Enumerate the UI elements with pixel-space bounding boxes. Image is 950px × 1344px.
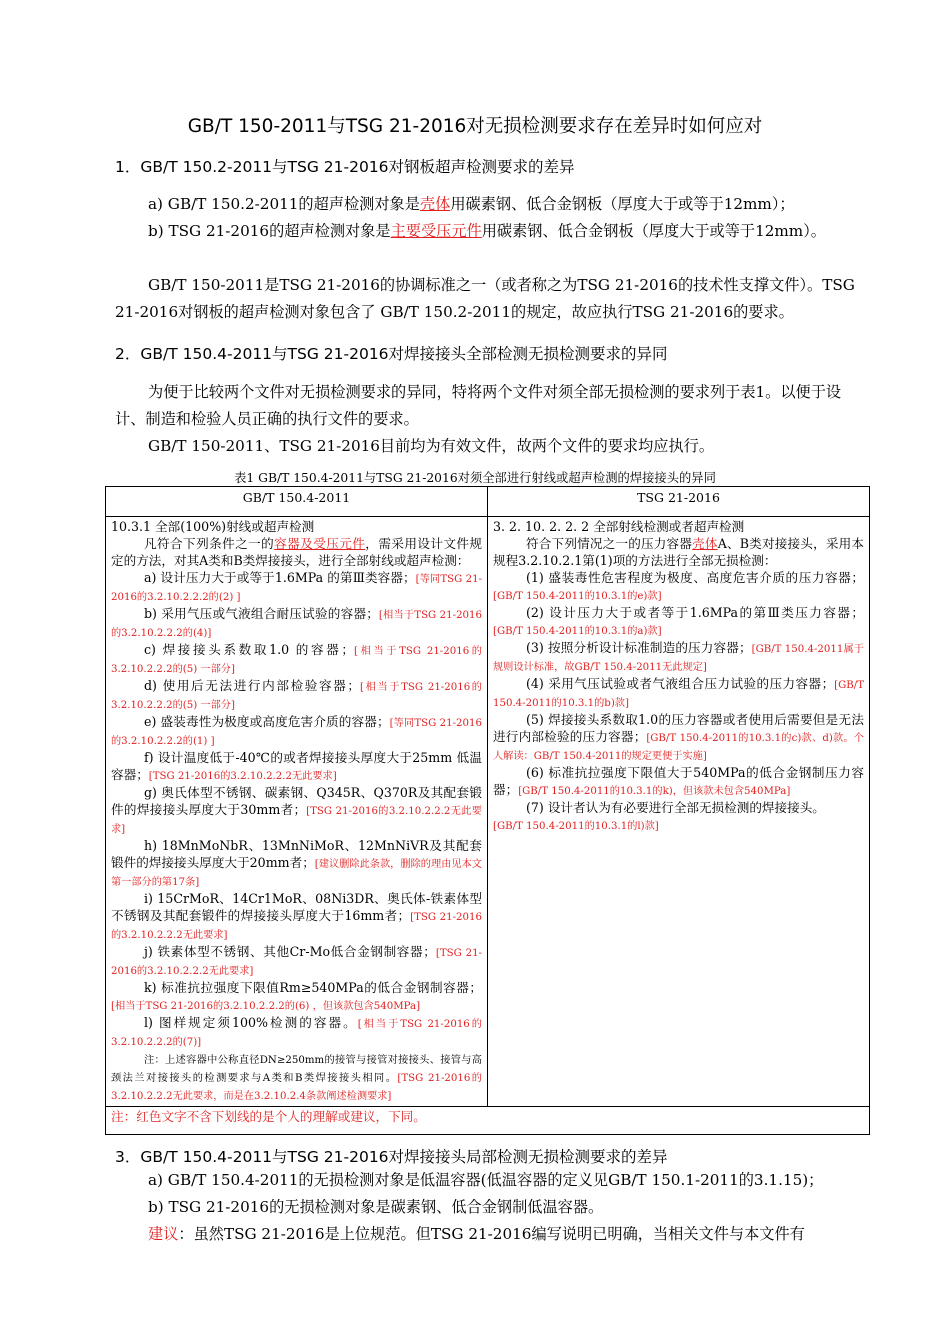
list-item [111,605,482,641]
item-remark: [GB/T 150.4-2011的10.3.1的a)款] [493,626,662,637]
note-remark: [TSG 21-2016的3.2.10.2.2.2无此要求，而是在3.2.10.2.4条款阐述检测要求] [111,1073,482,1102]
item-remark: [相当于TSG 21-2016的3.2.10.2.2.2的(4)] [111,610,482,639]
section-1-item-b [115,218,865,245]
list-item [111,943,482,979]
tsg-intro-text-end: A、B类对接接头，采用本规程3.2.10.2.1第(1)项的方法进行全部无损检测： [493,536,865,568]
tsg-clause-heading: 3. 2. 10. 2. 2. 2 全部射线检测或者超声检测 [493,519,745,534]
item-remark: [TSG 21-2016的3.2.10.2.2.2无此要求] [111,806,482,835]
item-text: j) 铁素体型不锈钢、其他Cr-Mo低合金钢制容器； [144,944,436,959]
gbt-intro [111,535,482,569]
item-text: l) 图样规定须100%检测的容器。 [144,1015,358,1030]
item-b-text: b) TSG 21-2016的超声检测对象是 [148,222,391,240]
item-remark: [TSG 21-2016的3.2.10.2.2.2无此要求] [148,771,337,782]
table-caption: 表1 GB/T 150.4-2011与TSG 21-2016对须全部进行射线或超声检测的焊接接头的异同 [234,471,716,485]
item-text: (6) 标准抗拉强度下限值大于540MPa的低合金钢制压力容器； [493,765,864,797]
comparison-table [105,486,870,1135]
table-note: 注：红色文字不含下划线的是个人的理解或建议，下同。 [106,1107,870,1135]
item-text: b) 采用气压或气液组合耐压试验的容器； [144,606,379,621]
list-item [111,979,482,1014]
table-header-row [106,487,870,517]
note-text: 注：上述容器中公称直径DN≥250mm的接管与接管对接接头、接管与高颈法兰对接接头的检测要求与A类和B类焊接接头相同。 [111,1055,482,1084]
gbt-note [111,1050,482,1104]
item-remark: [等同TSG 21-2016的3.2.10.2.2.2的(1) ] [111,718,482,747]
item-b-text-end: 用碳素钢、低合金钢板（厚度大于或等于12mm）。 [481,222,826,240]
list-item [111,749,482,784]
item-remark: [TSG 21-2016的3.2.10.2.2.2无此要求] [111,948,483,977]
gbt-intro-underline: 容器及受压元件 [274,536,366,551]
list-item [111,1014,482,1050]
item-a-underline: 壳体 [419,195,451,213]
item-remark: [等同TSG 21-2016的3.2.10.2.2.2的(2) ] [111,574,482,603]
list-item [493,639,864,675]
list-item [493,569,864,604]
item-remark: [GB/T 150.4-2011属于规则设计标准，故GB/T 150.4-2011无此规定] [493,644,864,673]
item-text: h) 18MnMoNbR、13MnNiMoR、12MnNiVR及其配套锻件的焊接接头厚度大于20mm者； [111,838,482,870]
gbt-clause-heading: 10.3.1 全部(100%)射线或超声检测 [111,519,315,534]
item-text: (5) 焊接接头系数取1.0的压力容器或者使用后需要但是无法进行内部检验的压力容器； [493,712,864,744]
item-remark: [相当于TSG 21-2016的3.2.10.2.2.2的(5) 一部分] [111,682,482,711]
document-title: GB/T 150-2011与TSG 21-2016对无损检测要求存在差异时如何应对 [187,116,763,137]
item-text: (2) 设计压力大于或者等于1.6MPa的第Ⅲ类压力容器； [526,605,864,620]
tsg-intro [493,535,864,569]
section-3-item-a: a) GB/T 150.4-2011的无损检测对象是低温容器(低温容器的定义见GB/T 150.1-2011的3.1.15)； [148,1171,824,1189]
list-item [111,641,482,677]
section-2-heading: 2．GB/T 150.4-2011与TSG 21-2016对焊接接头全部检测无损检测要求的异同 [115,345,668,363]
item-b-underline: 主要受压元件 [390,222,482,240]
list-item [493,675,864,711]
gbt-requirements-cell [106,517,488,1107]
section-3-item-b: b) TSG 21-2016的无损检测对象是碳素钢、低合金钢制低温容器。 [148,1198,604,1216]
list-item [111,677,482,713]
list-item [111,784,482,837]
suggestion-label: 建议 [148,1225,179,1243]
item-text: e) 盛装毒性为极度或高度危害介质的容器； [144,714,390,729]
item-remark: [相当于TSG 21-2016的3.2.10.2.2.2的(5) 一部分] [111,646,482,675]
item-text: (4) 采用气压试验或者气液组合压力试验的压力容器； [526,676,835,691]
table-body-row [106,517,870,1107]
item-a-text: a) GB/T 150.2-2011的超声检测对象是 [148,195,420,213]
item-text: (7) 设计者认为有必要进行全部无损检测的焊接接头。 [526,800,825,815]
list-item [493,711,864,764]
column-header-tsg: TSG 21-2016 [488,487,870,517]
item-remark: [GB/T 150.4-2011的10.3.1的b)款] [493,680,864,709]
list-item [111,837,482,890]
item-text: g) 奥氏体型不锈钢、碳素钢、Q345R、Q370R及其配套锻件的焊接接头厚度大于30mm者； [111,785,482,817]
suggestion-text: ：虽然TSG 21-2016是上位规范。但TSG 21-2016编写说明已明确，当相关文件与本文件有 [178,1225,805,1243]
section-1-paragraph: GB/T 150-2011是TSG 21-2016的协调标准之一（或者称之为TSG 21-2016的技术性支撑文件）。TSG 21-2016对钢板的超声检测对象包含了 GB/T 150.2-2011的规定，故应执行TSG 21-2016的要求。 [115,276,855,321]
list-item [493,799,864,834]
section-2-paragraph-2: GB/T 150-2011、TSG 21-2016目前均为有效文件，故两个文件的要求均应执行。 [148,437,715,455]
item-remark: [GB/T 150.4-2011的10.3.1的e)款] [493,591,662,602]
list-item [111,890,482,943]
item-text: a) 设计压力大于或等于1.6MPa 的第Ⅲ类容器； [144,570,416,585]
item-text: c) 焊接接头系数取1.0 的容器； [144,642,355,657]
item-text: f) 设计温度低于-40℃的或者焊接接头厚度大于25mm 低温容器； [111,750,482,782]
tsg-intro-text: 符合下列情况之一的压力容器 [526,536,693,551]
item-remark: [相当于TSG 21-2016的3.2.10.2.2.2的(7)] [111,1019,482,1048]
item-text: i) 15CrMoR、14Cr1MoR、08Ni3DR、奥氏体-铁素体型不锈钢及其配套锻件的焊接接头厚度大于16mm者； [111,891,482,923]
item-text: d) 使用后无法进行内部检验容器； [144,678,361,693]
item-text: (1) 盛装毒性危害程度为极度、高度危害介质的压力容器； [526,570,864,585]
gbt-intro-text: 凡符合下列条件之一的 [144,536,275,551]
gbt-intro-text-end: ，需采用设计文件规定的方法，对其A类和B类焊接接头，进行全部射线或超声检测： [111,536,483,568]
section-2-paragraph-1: 为便于比较两个文件对无损检测要求的异同，特将两个文件对须全部无损检测的要求列于表1。以便于设计、制造和检验人员正确的执行文件的要求。 [115,383,842,428]
item-remark: [相当于TSG 21-2016的3.2.10.2.2.2的(6) ，但该款包含540MPa] [111,1001,421,1012]
section-3-heading: 3．GB/T 150.4-2011与TSG 21-2016对焊接接头局部检测无损检测要求的差异 [115,1148,668,1166]
section-1-item-a [115,191,865,218]
tsg-requirements-cell [488,517,870,1107]
list-item [493,604,864,639]
section-3-suggestion [115,1221,865,1248]
item-remark: [GB/T 150.4-2011的10.3.1的l)款] [493,821,659,832]
item-remark: [TSG 21-2016的3.2.10.2.2.2无此要求] [111,912,482,941]
item-remark: [GB/T 150.4-2011的10.3.1的k)，但该款未包含540MPa] [518,786,791,797]
section-1-heading: 1．GB/T 150.2-2011与TSG 21-2016对钢板超声检测要求的差异 [115,158,575,176]
item-remark: [GB/T 150.4-2011的10.3.1的c)款、d)款。个人解读：GB/T 150.4-2011的规定更便于实施] [493,733,864,762]
tsg-intro-underline: 壳体 [692,536,718,551]
item-text: (3) 按照分析设计标准制造的压力容器； [526,640,752,655]
item-a-text-end: 用碳素钢、低合金钢板（厚度大于或等于12mm）； [450,195,795,213]
list-item [493,764,864,799]
table-note-row [106,1107,870,1135]
item-remark: [建议删除此条款，删除的理由见本文第一部分的第17条] [111,859,482,888]
item-text: k) 标准抗拉强度下限值Rm≥540MPa的低合金钢制容器； [144,980,482,995]
list-item [111,569,482,605]
list-item [111,713,482,749]
column-header-gbt: GB/T 150.4-2011 [106,487,488,517]
